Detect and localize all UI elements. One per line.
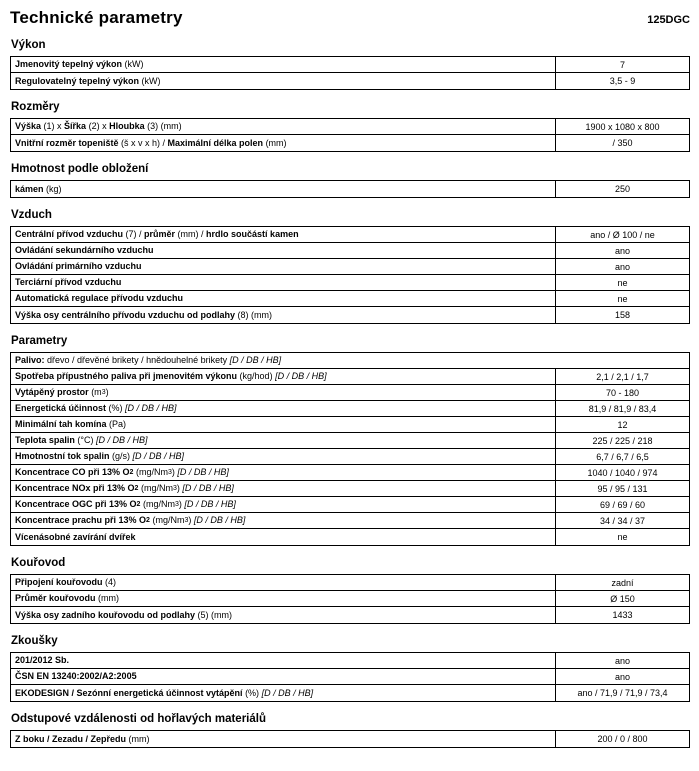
label-segment: (mg/Nm: [140, 499, 175, 509]
label-segment: Minimální tah komína: [15, 419, 110, 429]
label-segment: [D / DB / HB]: [229, 355, 282, 365]
table-row: [11, 481, 689, 497]
row-value: 70 - 180: [605, 387, 640, 398]
row-value: ano: [614, 655, 631, 666]
label-segment: Automatická regulace přívodu vzduchu: [15, 293, 184, 303]
section-table: [10, 226, 690, 324]
label-segment: (m: [91, 387, 102, 397]
row-label: [11, 433, 556, 448]
label-segment: Průměr kouřovodu: [15, 593, 99, 603]
label-segment: (%): [245, 687, 262, 698]
sections-container: [10, 39, 690, 748]
label-segment: kámen: [15, 183, 47, 194]
label-segment: (4): [105, 577, 117, 587]
label-segment: (kW): [124, 59, 144, 69]
row-value: zadní: [611, 577, 634, 588]
label-segment: Vícenásobné zavírání dvířek: [15, 531, 136, 542]
label-segment: Koncentrace prachu při 13% O: [15, 515, 147, 525]
section-table: [10, 652, 690, 702]
label-segment: 201/2012 Sb.: [15, 655, 70, 665]
label-segment: Terciární přívod vzduchu: [15, 277, 122, 287]
table-row: [11, 607, 689, 623]
table-row: [11, 591, 689, 607]
page-header: [10, 8, 690, 28]
section-table: [10, 118, 690, 152]
table-row: [11, 731, 689, 747]
label-segment: ): [105, 387, 109, 397]
label-segment: (mg/Nm: [138, 483, 173, 493]
row-label: [11, 529, 556, 545]
label-segment: (5) (mm): [197, 609, 233, 620]
table-row: [11, 529, 689, 545]
table-row: [11, 259, 689, 275]
table-row: [11, 417, 689, 433]
table-row: [11, 385, 689, 401]
label-segment: (1) x: [43, 121, 65, 131]
table-row: [11, 669, 689, 685]
section-heading: Hmotnost podle obložení: [11, 163, 149, 175]
section-table: [10, 574, 690, 624]
row-label: [11, 575, 556, 590]
model-code: 125DGC: [647, 14, 690, 26]
section-heading: Parametry: [11, 335, 68, 347]
label-segment: dřevo / dřevěné brikety / hnědouhelné brikety: [47, 355, 230, 365]
row-value: 34 / 34 / 37: [599, 515, 646, 526]
label-segment: Ovládání sekundárního vzduchu: [15, 245, 154, 255]
row-label: [11, 259, 556, 274]
label-segment: Teplota spalin: [15, 435, 78, 445]
label-segment: ČSN EN 13240:2002/A2:2005: [15, 671, 137, 681]
label-segment: Spotřeba přípustného paliva při jmenovitém výkonu: [15, 371, 240, 381]
table-row: [11, 57, 689, 73]
row-value: 250: [614, 184, 631, 194]
label-segment: Výška osy centrálního přívodu vzduchu od podlahy: [15, 309, 238, 320]
row-label: [11, 181, 556, 197]
row-value: 3,5 - 9: [609, 76, 636, 86]
row-label: Koncentrace NOx při 13% O 2 (mg/Nm 3 ) [D / DB / HB]: [11, 481, 556, 496]
label-segment: Regulovatelný tepelný výkon: [15, 75, 142, 86]
label-segment: Hmotnostní tok spalin: [15, 451, 113, 461]
section-heading: Odstupové vzdálenosti od hořlavých materiálů: [11, 713, 266, 725]
row-label: [11, 369, 556, 384]
label-segment: (g/s): [112, 451, 133, 461]
row-label: [11, 669, 556, 684]
label-segment: [D / DB / HB]: [261, 687, 314, 698]
label-segment: Maximální délka polen: [167, 137, 266, 148]
label-segment: (3) (mm): [147, 121, 182, 131]
row-value: ne: [617, 293, 628, 304]
table-row: [11, 449, 689, 465]
row-label: [11, 591, 556, 606]
label-segment: [D / DB / HB]: [182, 483, 234, 493]
label-segment: Z boku / Zezadu / Zepředu: [15, 733, 129, 744]
section: [10, 713, 690, 748]
label-segment: [D / DB / HB]: [193, 515, 246, 525]
section-heading: Kouřovod: [11, 557, 66, 569]
row-label: [11, 227, 556, 242]
section-heading: Rozměry: [11, 101, 60, 113]
label-segment: Centrální přívod vzduchu: [15, 229, 126, 239]
label-segment: [D / DB / HB]: [275, 371, 327, 381]
label-segment: (2) x: [88, 121, 110, 131]
table-row: [11, 227, 689, 243]
table-row: [11, 181, 689, 197]
label-segment: (kg): [46, 183, 62, 194]
table-row: [11, 653, 689, 669]
section-heading: Zkoušky: [11, 635, 58, 647]
row-value: ne: [617, 277, 628, 288]
row-label: [11, 653, 556, 668]
label-segment: (š x v x h) /: [121, 137, 168, 148]
row-value: 225 / 225 / 218: [592, 435, 653, 446]
row-label: Vytápěný prostor (m 3 ): [11, 385, 556, 400]
section: [10, 635, 690, 702]
section: [10, 101, 690, 152]
label-segment: (mm) /: [177, 229, 207, 239]
row-value: ano / 71,9 / 71,9 / 73,4: [577, 688, 668, 698]
label-segment: Šířka: [64, 121, 89, 131]
row-value: ano / Ø 100 / ne: [590, 229, 655, 240]
row-label: [11, 449, 556, 464]
label-segment: (kg/hod): [239, 371, 276, 381]
section: [10, 557, 690, 624]
label-segment: Vnitřní rozměr topeniště: [15, 137, 122, 148]
section-heading: Výkon: [11, 39, 46, 51]
label-segment: Vytápěný prostor: [15, 387, 92, 397]
table-row: [11, 497, 689, 513]
table-row: [11, 73, 689, 89]
section-table: [10, 180, 690, 198]
table-row: [11, 307, 689, 323]
section-table: [10, 730, 690, 748]
table-row: [11, 513, 689, 529]
table-row: [11, 275, 689, 291]
row-label: [11, 73, 556, 89]
label-segment: (%): [108, 403, 126, 413]
label-segment: (mm): [128, 733, 150, 744]
row-label: [11, 607, 556, 623]
row-label: [11, 353, 689, 368]
row-value: 1040 / 1040 / 974: [587, 467, 658, 478]
row-value: ano: [614, 261, 631, 272]
label-segment: [D / DB / HB]: [95, 435, 148, 445]
row-value: 7: [619, 59, 625, 70]
row-value: 2,1 / 2,1 / 1,7: [596, 371, 649, 382]
label-segment: Palivo:: [15, 355, 48, 365]
label-segment: [D / DB / HB]: [184, 499, 236, 509]
table-row: [11, 119, 689, 135]
table-row: [11, 291, 689, 307]
row-value: / 350: [612, 138, 633, 148]
table-row: [11, 401, 689, 417]
page-title: Technické parametry: [10, 8, 183, 27]
row-label: [11, 685, 556, 701]
table-row: [11, 353, 689, 369]
table-row: [11, 465, 689, 481]
label-segment: (mg/Nm: [133, 467, 168, 477]
row-value: ano: [614, 245, 631, 256]
row-label: [11, 119, 556, 134]
row-label: [11, 291, 556, 306]
label-segment: Koncentrace CO při 13% O: [15, 467, 130, 477]
row-value: 158: [614, 310, 631, 320]
row-value: 1900 x 1080 x 800: [585, 121, 660, 132]
label-segment: ): [178, 499, 185, 509]
label-segment: (°C): [77, 435, 96, 445]
row-label: [11, 731, 556, 747]
label-segment: průměr: [144, 229, 178, 239]
label-segment: ): [188, 515, 194, 525]
label-segment: Koncentrace OGC při 13% O: [15, 499, 137, 509]
section: [10, 163, 690, 198]
row-label: Koncentrace CO při 13% O 2 (mg/Nm 3 ) [D / DB / HB]: [11, 465, 556, 480]
row-label: [11, 401, 556, 416]
section: [10, 39, 690, 90]
section-heading: Vzduch: [11, 209, 52, 221]
section: [10, 209, 690, 324]
row-value: 6,7 / 6,7 / 6,5: [596, 451, 649, 462]
row-label: [11, 275, 556, 290]
row-value: 1433: [612, 610, 633, 620]
label-segment: (mm): [98, 593, 120, 603]
label-segment: Připojení kouřovodu: [15, 577, 106, 587]
row-label: Koncentrace prachu při 13% O 2 (mg/Nm 3 ) [D / DB / HB]: [11, 513, 556, 528]
row-value: 81,9 / 81,9 / 83,4: [588, 403, 657, 414]
label-segment: ): [171, 467, 178, 477]
label-segment: [D / DB / HB]: [177, 467, 229, 477]
label-segment: Výška osy zadního kouřovodu od podlahy: [15, 609, 198, 620]
label-segment: (7) /: [125, 229, 145, 239]
label-segment: (8) (mm): [237, 309, 273, 320]
label-segment: Koncentrace NOx při 13% O: [15, 483, 135, 493]
row-value: 69 / 69 / 60: [599, 499, 646, 510]
row-label: [11, 417, 556, 432]
label-segment: (mm): [265, 137, 287, 148]
row-value: ano: [614, 671, 631, 682]
table-row: [11, 369, 689, 385]
label-segment: (mg/Nm: [149, 515, 185, 525]
table-row: [11, 243, 689, 259]
label-segment: Hloubka: [109, 121, 148, 131]
label-segment: [D / DB / HB]: [132, 451, 185, 461]
table-row: [11, 685, 689, 701]
row-label: [11, 135, 556, 151]
label-segment: (kW): [141, 75, 161, 86]
label-segment: Energetická účinnost: [15, 403, 109, 413]
label-segment: hrdlo součástí kamen: [206, 229, 299, 239]
table-row: [11, 433, 689, 449]
row-value: 95 / 95 / 131: [597, 483, 648, 494]
row-label: Koncentrace OGC při 13% O 2 (mg/Nm 3 ) [D / DB / HB]: [11, 497, 556, 512]
label-segment: EKODESIGN / Sezónní energetická účinnost vytápění: [15, 687, 246, 698]
table-row: [11, 135, 689, 151]
label-segment: Výška: [15, 121, 44, 131]
row-value: ne: [617, 532, 628, 542]
label-segment: Ovládání primárního vzduchu: [15, 261, 142, 271]
row-label: [11, 57, 556, 72]
row-label: [11, 243, 556, 258]
row-value: Ø 150: [610, 593, 635, 604]
section-table: [10, 352, 690, 546]
label-segment: (Pa): [109, 419, 127, 429]
section-table: [10, 56, 690, 90]
row-label: [11, 307, 556, 323]
row-value: 200 / 0 / 800: [597, 734, 648, 744]
label-segment: Jmenovitý tepelný výkon: [15, 59, 125, 69]
label-segment: ): [176, 483, 183, 493]
row-value: 12: [617, 419, 628, 430]
section: [10, 335, 690, 546]
table-row: [11, 575, 689, 591]
label-segment: [D / DB / HB]: [125, 403, 177, 413]
